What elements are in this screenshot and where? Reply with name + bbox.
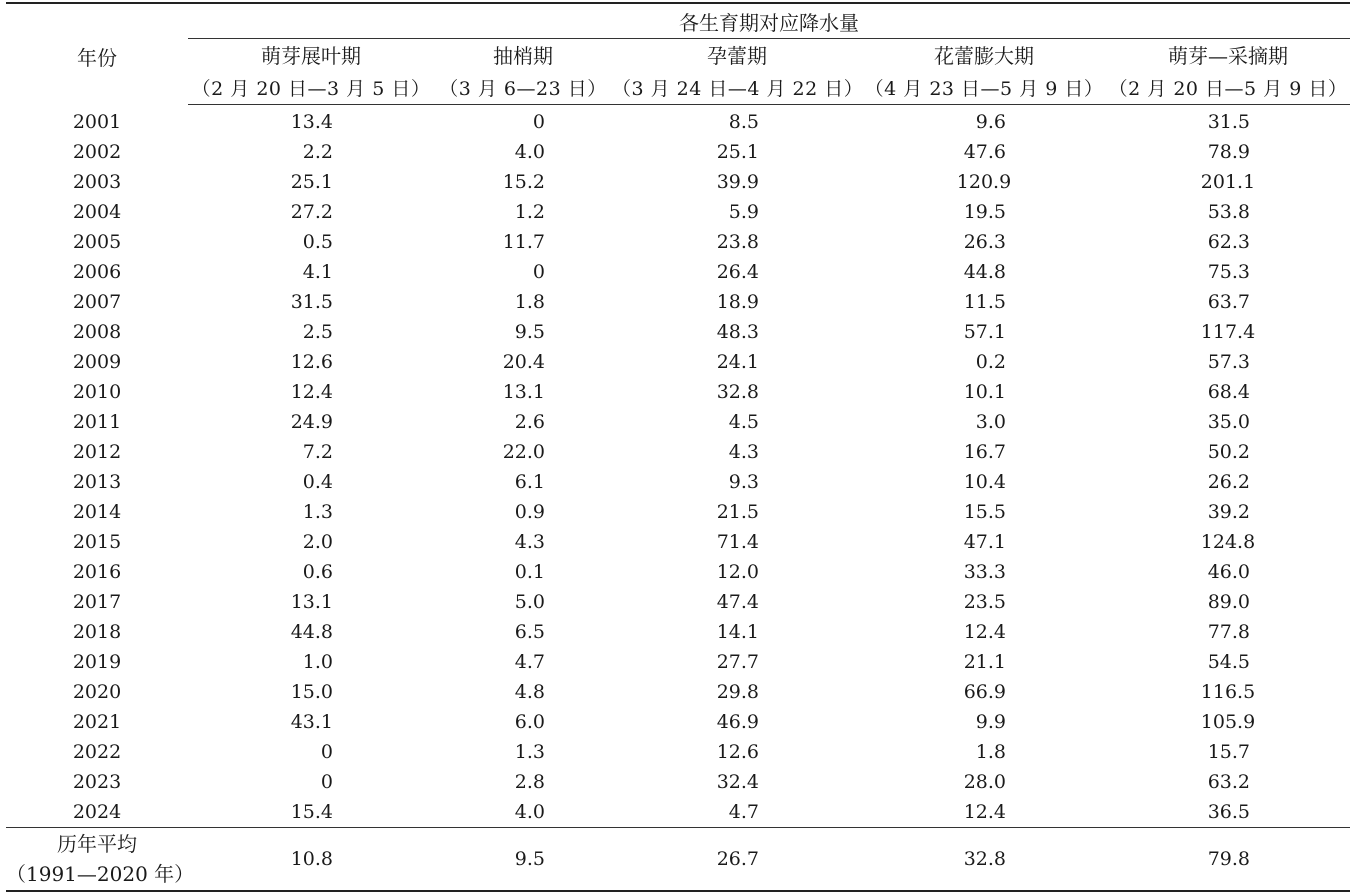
stage-header-4: 花蕾膨大期 — [934, 44, 1034, 68]
year-cell: 2007 — [72, 291, 122, 313]
precipitation-value-cell: 116.5 — [1200, 681, 1256, 703]
precipitation-value-cell: 47.4 — [716, 591, 759, 613]
table-row — [6, 677, 1350, 707]
precipitation-value-cell: 21.5 — [716, 501, 759, 523]
precipitation-value-cell: 10.1 — [963, 381, 1006, 403]
average-value-1: 10.8 — [188, 828, 434, 892]
precipitation-value-cell: 24.9 — [290, 411, 333, 433]
precipitation-value-cell: 48.3 — [716, 321, 759, 343]
precipitation-value-cell: 15.2 — [502, 171, 545, 193]
year-cell: 2013 — [72, 471, 122, 493]
precipitation-value-cell: 46.0 — [1207, 561, 1250, 583]
year-cell: 2014 — [72, 501, 122, 523]
precipitation-value-cell: 12.0 — [716, 561, 759, 583]
year-cell: 2012 — [72, 441, 122, 463]
precipitation-value-cell: 20.4 — [502, 351, 545, 373]
precipitation-value-cell: 33.3 — [963, 561, 1006, 583]
precipitation-value-cell: 2.0 — [302, 531, 333, 553]
table-header — [6, 3, 1350, 105]
table-row — [6, 407, 1350, 437]
precipitation-value-cell: 46.9 — [716, 711, 759, 733]
precipitation-value-cell: 105.9 — [1200, 711, 1256, 733]
stage-date-range-2: （3 月 6—23 日） — [434, 71, 612, 105]
precipitation-value-cell: 12.6 — [290, 351, 333, 373]
growth-stage-group-header: 各生育期对应降水量 — [188, 3, 1350, 39]
average-value-5: 79.8 — [1106, 828, 1350, 892]
precipitation-value-cell: 124.8 — [1200, 531, 1256, 553]
average-label-cell — [6, 828, 195, 892]
table-row — [6, 437, 1350, 467]
table-row — [6, 137, 1350, 167]
average-label: 历年平均 — [57, 832, 137, 856]
precipitation-value-cell: 12.4 — [290, 381, 333, 403]
year-cell: 2015 — [72, 531, 122, 553]
year-cell: 2023 — [72, 771, 122, 793]
year-cell: 2005 — [72, 231, 122, 253]
precipitation-value-cell: 1.2 — [514, 201, 545, 223]
precipitation-value-cell: 47.1 — [963, 531, 1006, 553]
table-row — [6, 527, 1350, 557]
stage-header-1: 萌芽展叶期 — [261, 44, 361, 68]
table-row — [6, 167, 1350, 197]
precipitation-value-cell: 39.2 — [1207, 501, 1250, 523]
precipitation-value-cell: 0 — [532, 111, 545, 133]
precipitation-value-cell: 28.0 — [963, 771, 1006, 793]
precipitation-value-cell: 26.4 — [716, 261, 759, 283]
precipitation-value-cell: 63.7 — [1207, 291, 1250, 313]
precipitation-value-cell: 44.8 — [290, 621, 333, 643]
precipitation-value-cell: 5.0 — [514, 591, 545, 613]
table-row — [6, 467, 1350, 497]
precipitation-value-cell: 9.6 — [975, 111, 1006, 133]
precipitation-value-cell: 6.1 — [514, 471, 545, 493]
precipitation-value-cell: 68.4 — [1207, 381, 1250, 403]
stage-header-3: 孕蕾期 — [707, 44, 767, 68]
precipitation-value-cell: 201.1 — [1200, 171, 1256, 193]
year-cell: 2008 — [72, 321, 122, 343]
precipitation-table-container — [6, 2, 1350, 892]
table-row — [6, 105, 1350, 138]
average-value-4: 32.8 — [862, 828, 1106, 892]
precipitation-value-cell: 47.6 — [963, 141, 1006, 163]
precipitation-value-cell: 62.3 — [1207, 231, 1250, 253]
table-row — [6, 557, 1350, 587]
average-value-3: 26.7 — [612, 828, 862, 892]
table-row — [6, 587, 1350, 617]
average-row — [6, 828, 1350, 892]
precipitation-value-cell: 13.4 — [290, 111, 333, 133]
year-column-header: 年份 — [6, 3, 188, 105]
year-cell: 2010 — [72, 381, 122, 403]
precipitation-value-cell: 8.5 — [728, 111, 759, 133]
precipitation-value-cell: 66.9 — [963, 681, 1006, 703]
precipitation-value-cell: 9.5 — [514, 321, 545, 343]
table-row — [6, 617, 1350, 647]
precipitation-value-cell: 11.5 — [963, 291, 1006, 313]
precipitation-value-cell: 5.9 — [728, 201, 759, 223]
precipitation-value-cell: 43.1 — [290, 711, 333, 733]
precipitation-value-cell: 4.3 — [728, 441, 759, 463]
precipitation-value-cell: 0.1 — [514, 561, 545, 583]
precipitation-value-cell: 12.4 — [963, 621, 1006, 643]
year-cell: 2017 — [72, 591, 122, 613]
precipitation-value-cell: 44.8 — [963, 261, 1006, 283]
precipitation-value-cell: 9.9 — [975, 711, 1006, 733]
year-cell: 2024 — [72, 801, 122, 823]
precipitation-value-cell: 18.9 — [716, 291, 759, 313]
year-cell: 2001 — [72, 110, 122, 133]
precipitation-value-cell: 4.3 — [514, 531, 545, 553]
table-row — [6, 257, 1350, 287]
precipitation-value-cell: 1.8 — [514, 291, 545, 313]
precipitation-value-cell: 0.2 — [975, 351, 1006, 373]
precipitation-value-cell: 75.3 — [1207, 261, 1250, 283]
precipitation-value-cell: 19.5 — [963, 201, 1006, 223]
year-cell: 2004 — [72, 201, 122, 223]
precipitation-value-cell: 12.6 — [716, 741, 759, 763]
stage-date-range-5: （2 月 20 日—5 月 9 日） — [1106, 71, 1350, 105]
precipitation-value-cell: 15.5 — [963, 501, 1006, 523]
precipitation-value-cell: 63.2 — [1207, 771, 1250, 793]
precipitation-value-cell: 0 — [532, 261, 545, 283]
year-cell: 2019 — [72, 651, 122, 673]
average-period: （1991—2020 年） — [6, 862, 195, 886]
precipitation-value-cell: 27.7 — [716, 651, 759, 673]
precipitation-value-cell: 2.6 — [514, 411, 545, 433]
table-row — [6, 767, 1350, 797]
table-row — [6, 797, 1350, 828]
precipitation-value-cell: 0.9 — [514, 501, 545, 523]
precipitation-value-cell: 29.8 — [716, 681, 759, 703]
precipitation-table — [6, 2, 1350, 892]
year-cell: 2003 — [72, 171, 122, 193]
precipitation-value-cell: 0 — [320, 771, 333, 793]
precipitation-value-cell: 4.5 — [728, 411, 759, 433]
precipitation-value-cell: 31.5 — [1207, 111, 1250, 133]
precipitation-value-cell: 89.0 — [1207, 591, 1250, 613]
year-cell: 2009 — [72, 351, 122, 373]
precipitation-value-cell: 0.6 — [302, 561, 333, 583]
stage-header-5: 萌芽—采摘期 — [1168, 44, 1288, 68]
precipitation-value-cell: 6.0 — [514, 711, 545, 733]
precipitation-value-cell: 12.4 — [963, 801, 1006, 823]
precipitation-value-cell: 2.8 — [514, 771, 545, 793]
year-cell: 2006 — [72, 261, 122, 283]
table-row — [6, 377, 1350, 407]
precipitation-value-cell: 9.3 — [728, 471, 759, 493]
precipitation-value-cell: 22.0 — [502, 441, 545, 463]
precipitation-value-cell: 32.8 — [716, 381, 759, 403]
table-row — [6, 317, 1350, 347]
precipitation-value-cell: 120.9 — [956, 171, 1012, 193]
precipitation-value-cell: 14.1 — [716, 621, 759, 643]
year-cell: 2018 — [72, 621, 122, 643]
table-row — [6, 347, 1350, 377]
year-cell: 2016 — [72, 561, 122, 583]
precipitation-value-cell: 53.8 — [1207, 201, 1250, 223]
precipitation-value-cell: 36.5 — [1207, 801, 1250, 823]
table-row — [6, 227, 1350, 257]
precipitation-value-cell: 54.5 — [1207, 651, 1250, 673]
precipitation-value-cell: 4.0 — [514, 141, 545, 163]
precipitation-value-cell: 11.7 — [502, 231, 545, 253]
precipitation-value-cell: 4.8 — [514, 681, 545, 703]
precipitation-value-cell: 26.2 — [1207, 471, 1250, 493]
precipitation-value-cell: 26.3 — [963, 231, 1006, 253]
precipitation-value-cell: 57.1 — [963, 321, 1006, 343]
year-cell: 2011 — [72, 411, 122, 433]
table-row — [6, 707, 1350, 737]
stage-date-range-4: （4 月 23 日—5 月 9 日） — [862, 71, 1106, 105]
precipitation-value-cell: 1.0 — [302, 651, 333, 673]
stage-date-range-1: （2 月 20 日—3 月 5 日） — [188, 71, 434, 105]
precipitation-value-cell: 50.2 — [1207, 441, 1250, 463]
precipitation-value-cell: 10.4 — [963, 471, 1006, 493]
precipitation-value-cell: 15.4 — [290, 801, 333, 823]
table-row — [6, 647, 1350, 677]
year-cell: 2021 — [72, 711, 122, 733]
precipitation-value-cell: 25.1 — [290, 171, 333, 193]
precipitation-value-cell: 77.8 — [1207, 621, 1250, 643]
precipitation-value-cell: 13.1 — [502, 381, 545, 403]
precipitation-value-cell: 15.7 — [1207, 741, 1250, 763]
precipitation-value-cell: 4.1 — [302, 261, 333, 283]
precipitation-value-cell: 1.8 — [975, 741, 1006, 763]
table-row — [6, 197, 1350, 227]
precipitation-value-cell: 4.7 — [514, 651, 545, 673]
precipitation-value-cell: 16.7 — [963, 441, 1006, 463]
precipitation-value-cell: 32.4 — [716, 771, 759, 793]
precipitation-value-cell: 117.4 — [1200, 321, 1256, 343]
precipitation-value-cell: 0.4 — [302, 471, 333, 493]
table-row — [6, 497, 1350, 527]
year-cell: 2002 — [72, 141, 122, 163]
precipitation-value-cell: 0.5 — [302, 231, 333, 253]
precipitation-value-cell: 23.5 — [963, 591, 1006, 613]
precipitation-value-cell: 1.3 — [514, 741, 545, 763]
precipitation-value-cell: 0 — [320, 741, 333, 763]
precipitation-value-cell: 7.2 — [302, 441, 333, 463]
precipitation-value-cell: 21.1 — [963, 651, 1006, 673]
table-footer — [6, 828, 1350, 892]
precipitation-value-cell: 2.2 — [302, 141, 333, 163]
table-row — [6, 287, 1350, 317]
stage-header-2: 抽梢期 — [493, 44, 553, 68]
precipitation-value-cell: 31.5 — [290, 291, 333, 313]
precipitation-value-cell: 57.3 — [1207, 351, 1250, 373]
precipitation-value-cell: 4.0 — [514, 801, 545, 823]
precipitation-value-cell: 71.4 — [716, 531, 759, 553]
stage-date-range-3: （3 月 24 日—4 月 22 日） — [612, 71, 862, 105]
precipitation-value-cell: 4.7 — [728, 801, 759, 823]
precipitation-value-cell: 2.5 — [302, 321, 333, 343]
precipitation-value-cell: 13.1 — [290, 591, 333, 613]
precipitation-value-cell: 6.5 — [514, 621, 545, 643]
precipitation-value-cell: 39.9 — [716, 171, 759, 193]
table-body — [6, 105, 1350, 828]
precipitation-value-cell: 1.3 — [302, 501, 333, 523]
year-cell: 2020 — [72, 681, 122, 703]
precipitation-value-cell: 24.1 — [716, 351, 759, 373]
precipitation-value-cell: 3.0 — [975, 411, 1006, 433]
table-row — [6, 737, 1350, 767]
precipitation-value-cell: 27.2 — [290, 201, 333, 223]
precipitation-value-cell: 23.8 — [716, 231, 759, 253]
precipitation-value-cell: 25.1 — [716, 141, 759, 163]
precipitation-value-cell: 15.0 — [290, 681, 333, 703]
year-cell: 2022 — [72, 741, 122, 763]
average-value-2: 9.5 — [434, 828, 612, 892]
precipitation-value-cell: 78.9 — [1207, 141, 1250, 163]
precipitation-value-cell: 35.0 — [1207, 411, 1250, 433]
